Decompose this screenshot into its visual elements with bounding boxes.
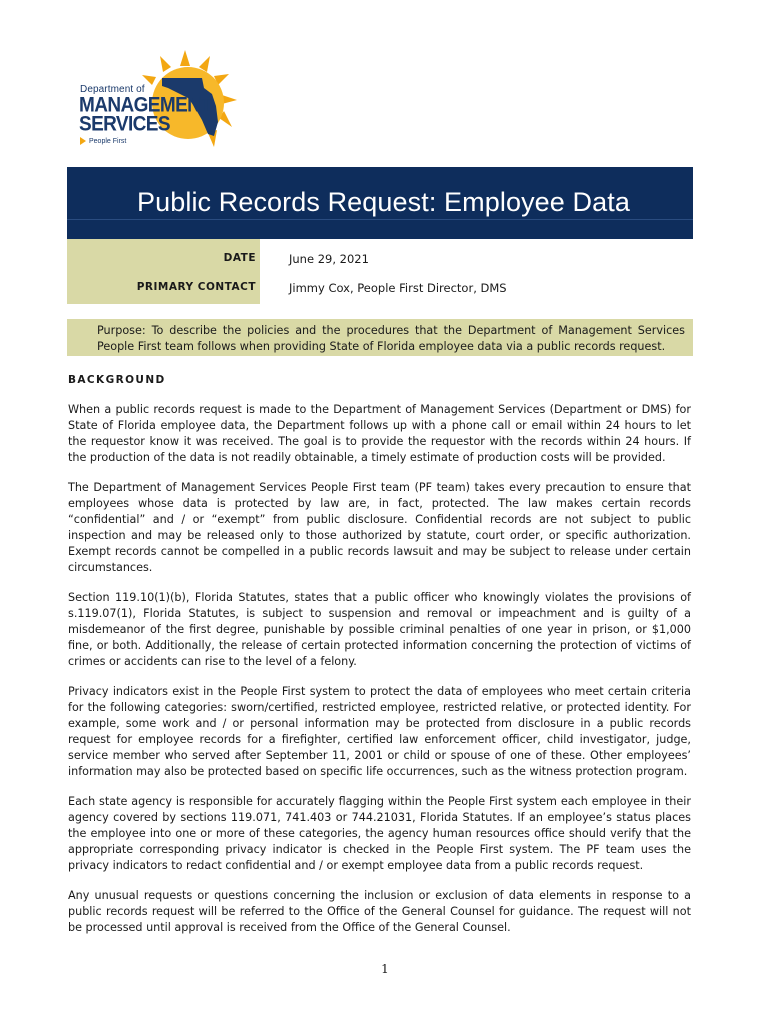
section-body xyxy=(68,402,691,950)
primary-contact-label: PRIMARY CONTACT xyxy=(136,281,256,293)
paragraph-2: The Department of Management Services People First team (PF team) takes every precaution to ensure that employees whose data is protected by law are, in fact, protected. The law makes certain records “confidential” and / or “exempt” from public disclosure. Confidential records are not subject to public inspection and may be released only to those authorized by statute, court order, or specific authorization. Exempt records cannot be compelled in a public records lawsuit and may be subject to release under certain circumstances. xyxy=(68,481,691,574)
date-value: June 29, 2021 xyxy=(289,252,369,266)
title-divider xyxy=(67,219,693,220)
logo-tagline xyxy=(80,137,126,145)
paragraph-4: Privacy indicators exist in the People First system to protect the data of employees who meet certain criteria for the following categories: sworn/certified, restricted employee, restricted relative, or protected identity. For example, some work and / or personal information may be protected from disclosure in a public records request for employee records for a firefighter, certified law enforcement officer, child investigator, judge, service member who served after September 11, 2001 or child or spouse of one of these. Other employees’ information may also be protected based on specific life occurrences, such as the witness protection program. xyxy=(68,685,691,778)
page-number: 1 xyxy=(381,962,389,976)
primary-contact-value: Jimmy Cox, People First Director, DMS xyxy=(289,281,507,295)
page-title: Public Records Request: Employee Data xyxy=(137,187,630,217)
purpose-text: Purpose: To describe the policies and the procedures that the Department of Management Services People First team follows when providing State of Florida employee data via a public records request. xyxy=(97,324,685,353)
logo-line-management: MANAGEMENT xyxy=(79,93,212,117)
purpose-box xyxy=(67,319,693,356)
paragraph-3: Section 119.10(1)(b), Florida Statutes, states that a public officer who knowingly violates the provisions of s.119.07(1), Florida Statutes, is subject to suspension and removal or impeachment and is guilty of a misdemeanor of the first degree, punishable by possible criminal penalties of one year in prison, or $1,000 fine, or both. Additionally, the release of certain protected information concerning the protection of victims of crimes or accidents can rise to the level of a felony. xyxy=(68,591,691,668)
meta-label-column xyxy=(67,239,260,304)
date-label: DATE xyxy=(223,252,256,264)
logo-line-department: Department of xyxy=(80,84,145,95)
logo-line-services: SERVICES xyxy=(79,112,170,136)
logo-tagline-text: People First xyxy=(89,137,127,145)
paragraph-1: When a public records request is made to the Department of Management Services (Department or DMS) for State of Florida employee data, the Department follows up with a phone call or email within 24 hours to let the requestor know it was received. The goal is to provide the requestor with the records within 24 hours. If the production of the data is not readily obtainable, a timely estimate of production costs will be provided. xyxy=(68,403,691,464)
paragraph-5: Each state agency is responsible for accurately flagging within the People First system each employee in their agency covered by sections 119.071, 741.403 or 744.21031, Florida Statutes. If an employee’s status places the employee into one or more of these categories, the agency human resources office should verify that the appropriate corresponding privacy indicator is checked in the People First system. The PF team uses the privacy indicators to redact confidential and / or exempt employee data from a public records request. xyxy=(68,795,691,872)
paragraph-6: Any unusual requests or questions concerning the inclusion or exclusion of data elements in response to a public records request will be referred to the Office of the General Counsel for guidance. The request will not be processed until approval is received from the Office of the General Counsel. xyxy=(68,889,691,934)
section-heading-background: BACKGROUND xyxy=(68,374,166,386)
dms-logo xyxy=(72,48,252,158)
arrow-icon xyxy=(80,137,86,145)
title-banner xyxy=(67,167,693,239)
